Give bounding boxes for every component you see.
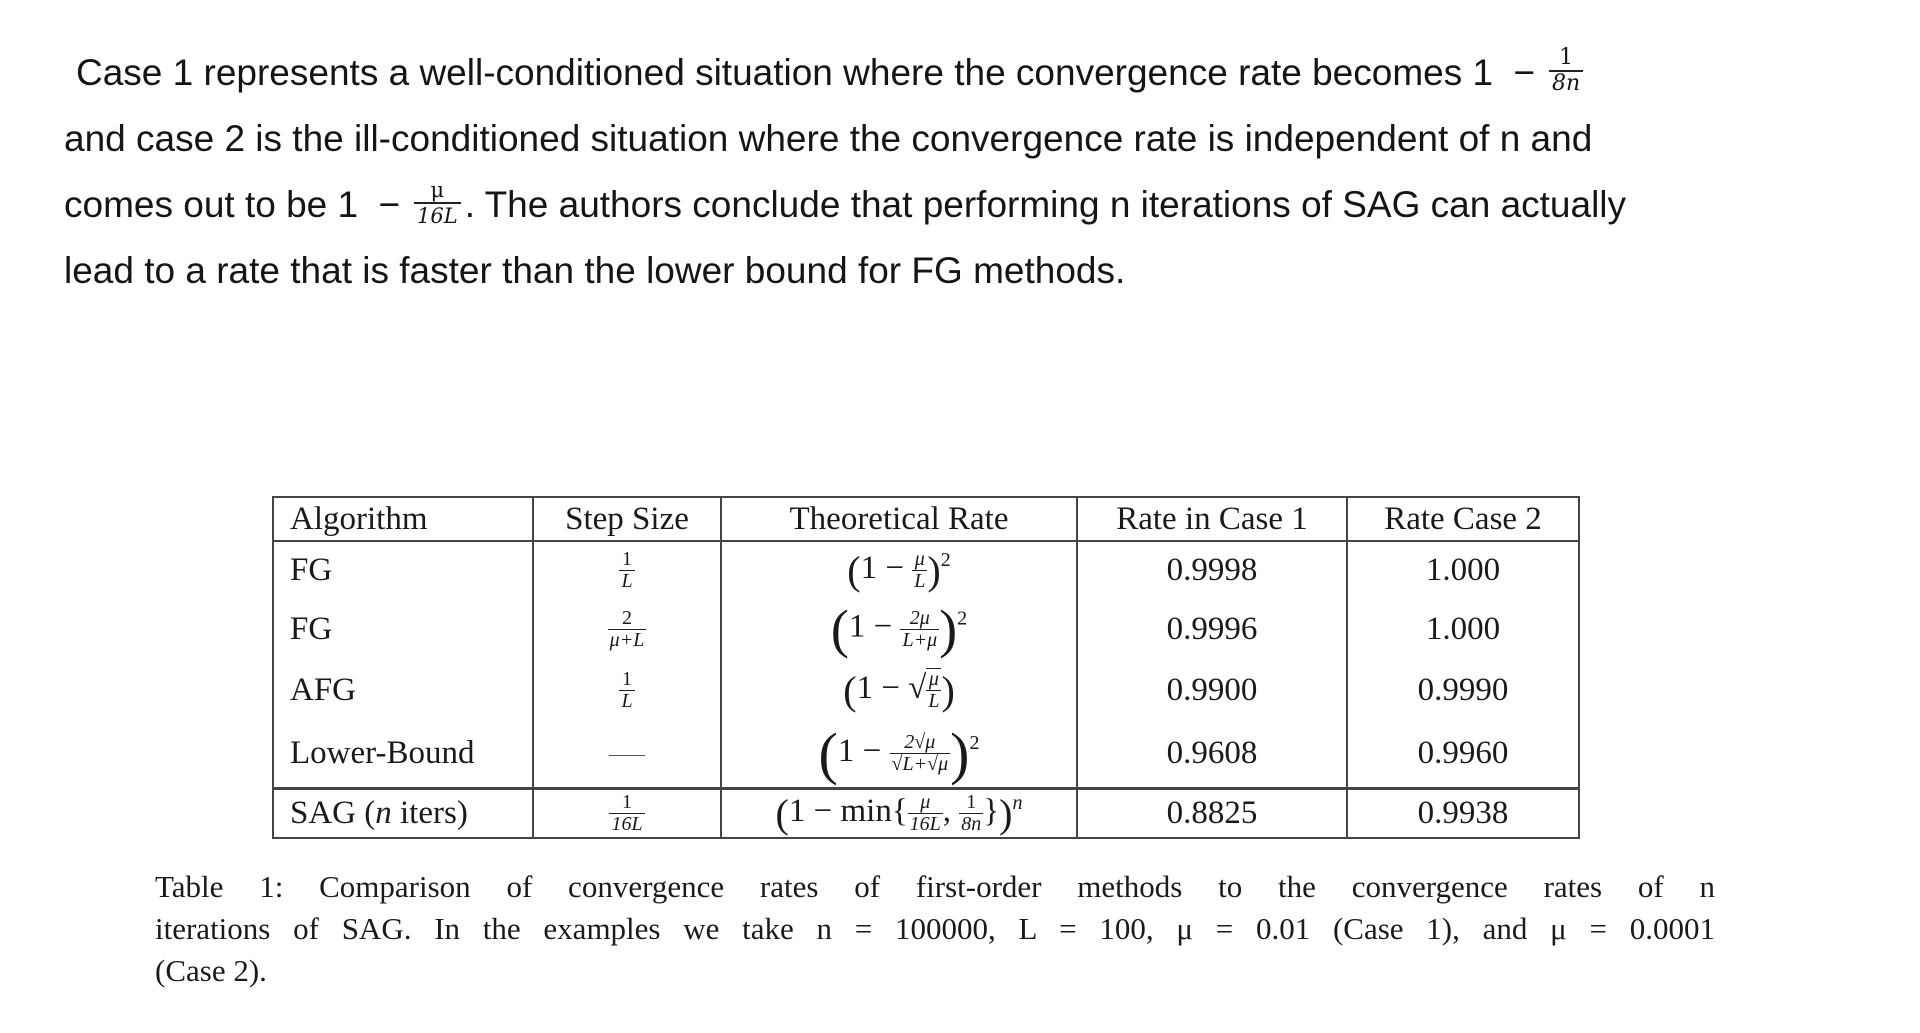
convergence-rates-table — [272, 496, 1580, 839]
cell-theoretical-rate: (1 − $\frac{2\mu}{L+\mu}$ )$^2$ — [721, 598, 1077, 660]
cell-algorithm: Lower-Bound — [273, 720, 533, 789]
paragraph-line-4: lead to a rate that is faster than the lower bound for FG methods. — [64, 250, 1126, 291]
cell-step-size — [533, 720, 721, 789]
cell-rate-case-2: 1.000 — [1347, 598, 1579, 660]
header-algorithm: Algorithm — [273, 497, 533, 541]
cell-step-size: $\frac{2}{\mu+L}$ — [533, 598, 721, 660]
cell-theoretical-rate: (1 − $\frac{2√\mu}{√L+√\mu}$ )$^2$ — [721, 720, 1077, 789]
cell-algorithm: SAG (n iters) — [273, 789, 533, 839]
header-rate-case-2: Rate Case 2 — [1347, 497, 1579, 541]
cell-rate-case-1: 0.9996 — [1077, 598, 1347, 660]
paragraph-line-1: Case 1 represents a well-conditioned situation where the convergence rate becomes 1 − $\frac{1}{8n}$ — [64, 40, 1864, 106]
cell-rate-case-2: 1.000 — [1347, 541, 1579, 598]
header-rate-case-1: Rate in Case 1 — [1077, 497, 1347, 541]
table-row — [273, 541, 1579, 598]
cell-rate-case-2: 0.9960 — [1347, 720, 1579, 789]
paragraph-line-2: and case 2 is the ill-conditioned situation where the convergence rate is independent of n and — [64, 118, 1593, 159]
table-header-row — [273, 497, 1579, 541]
cell-algorithm: FG — [273, 541, 533, 598]
cell-theoretical-rate: (1 − √ $\frac{\mu}{L}$ ) — [721, 660, 1077, 720]
cell-rate-case-2: 0.9990 — [1347, 660, 1579, 720]
cell-rate-case-1: 0.9900 — [1077, 660, 1347, 720]
cell-step-size: $\frac{1}{16L}$ — [533, 789, 721, 839]
table-caption — [155, 866, 1715, 992]
fraction-1-over-8n: $\frac{1}{8n}$ — [1549, 46, 1583, 96]
cell-step-size: $\frac{1}{L}$ — [533, 541, 721, 598]
header-theoretical-rate: Theoretical Rate — [721, 497, 1077, 541]
cell-rate-case-1: 0.8825 — [1077, 789, 1347, 839]
header-step-size: Step Size — [533, 497, 721, 541]
caption-line-1: Table 1: Comparison of convergence rates of first-order methods to the convergence rates of n — [155, 869, 1715, 904]
paragraph-line-3: comes out to be 1 − $\frac{\mu}{16L}$ . The authors conclude that performing n iterations of SAG can actually — [64, 178, 1627, 229]
cell-step-size: $\frac{1}{L}$ — [533, 660, 721, 720]
em-dash — [609, 755, 645, 756]
cell-rate-case-1: 0.9608 — [1077, 720, 1347, 789]
table-row — [273, 598, 1579, 660]
cell-rate-case-2: 0.9938 — [1347, 789, 1579, 839]
table-row — [273, 720, 1579, 789]
body-paragraph — [64, 40, 1864, 304]
cell-algorithm: FG — [273, 598, 533, 660]
caption-line-2: iterations of SAG. In the examples we take n = 100000, L = 100, μ = 0.01 (Case 1), and μ = 0.0001 — [155, 911, 1715, 946]
fraction-mu-over-16L: $\frac{\mu}{16L}$ — [414, 178, 461, 228]
caption-line-3: (Case 2). — [155, 953, 267, 988]
table-row-sag — [273, 789, 1579, 839]
table-row — [273, 660, 1579, 720]
cell-theoretical-rate: (1 − $\frac{\mu}{L}$ )$^2$ — [721, 541, 1077, 598]
cell-algorithm: AFG — [273, 660, 533, 720]
cell-theoretical-rate: (1 − min{ $\frac{\mu}{16L}$ , $\frac{1}{8n}$ })$^n$ — [721, 789, 1077, 839]
sqrt-symbol: √ — [908, 669, 927, 706]
cell-rate-case-1: 0.9998 — [1077, 541, 1347, 598]
